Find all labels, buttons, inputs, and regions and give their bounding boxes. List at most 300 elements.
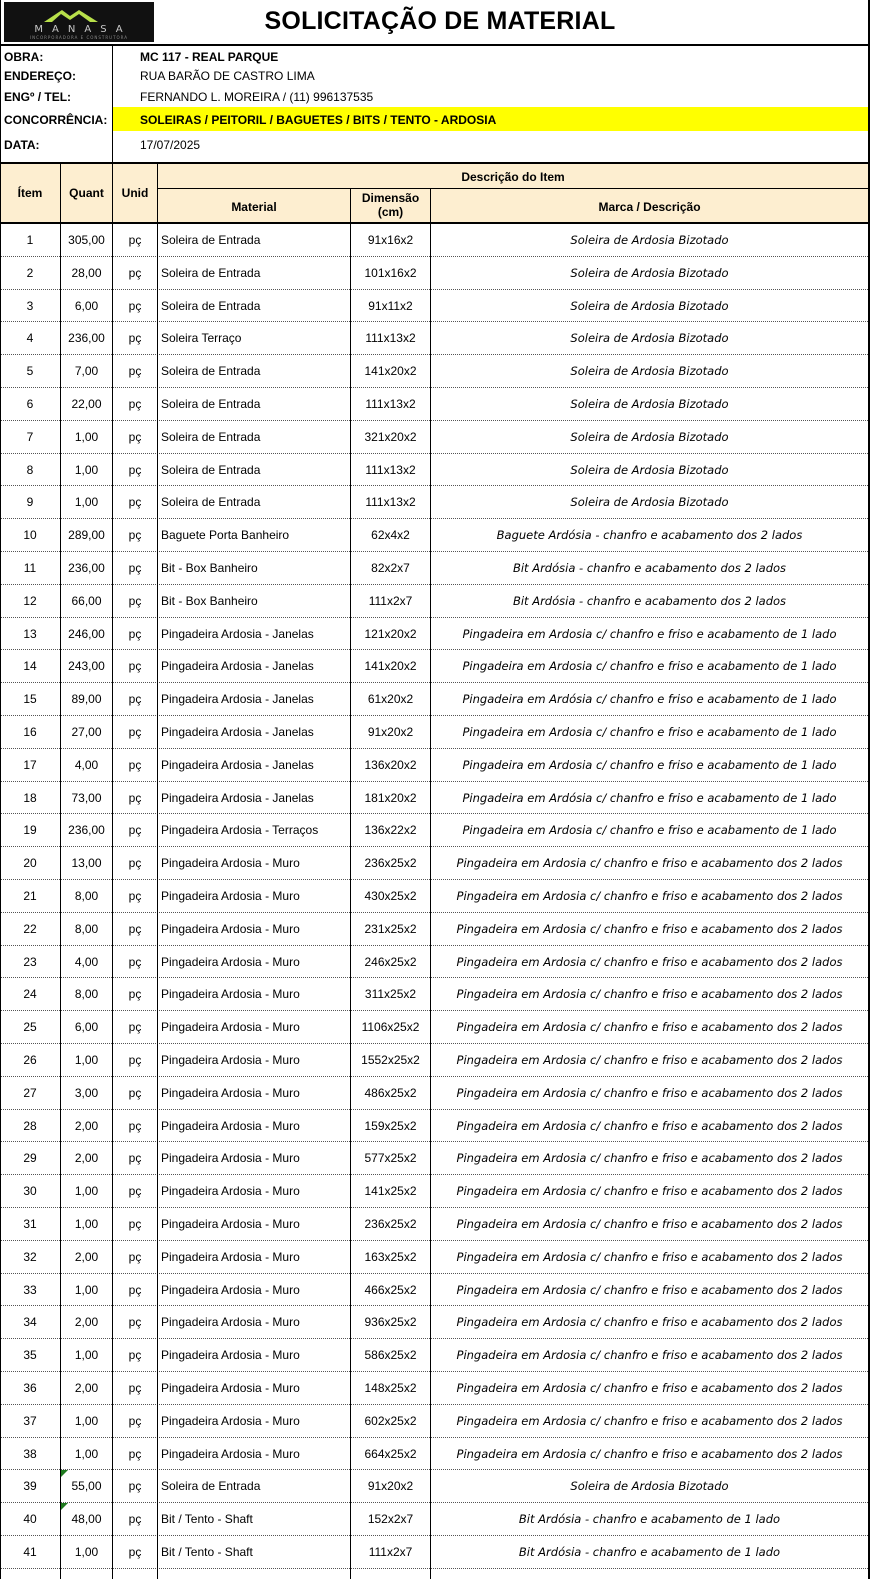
quantity-cell[interactable]: 1,00	[74, 495, 99, 510]
dimension-cell[interactable]: 91x16x2	[367, 233, 414, 247]
material-cell[interactable]: Bit - Box Banheiro	[161, 561, 258, 575]
col-marca-header[interactable]: Marca / Descrição	[598, 200, 701, 214]
material-cell[interactable]: Pingadeira Ardosia - Muro	[161, 1085, 300, 1100]
item-cell[interactable]: 1	[26, 233, 34, 247]
material-cell[interactable]: Pingadeira Ardosia - Muro	[161, 1118, 300, 1133]
col-material-header[interactable]: Material	[231, 200, 277, 214]
endereco-label: ENDEREÇO:	[4, 69, 77, 83]
table-row	[0, 1077, 870, 1110]
material-cell[interactable]: Soleira de Entrada	[161, 364, 261, 379]
unit-cell[interactable]: pç	[128, 1085, 142, 1100]
dimension-cell[interactable]: 466x25x2	[364, 1282, 417, 1297]
quantity-cell[interactable]: 8,00	[74, 987, 99, 1002]
description-cell[interactable]: Pingadeira em Ardosia c/ chanfro e friso e acabamento dos 2 lados	[456, 1249, 843, 1264]
description-cell[interactable]: Pingadeira em Ardosia c/ chanfro e friso e acabamento dos 2 lados	[456, 889, 843, 903]
unit-cell[interactable]: pç	[128, 561, 142, 575]
info-row-eng	[0, 86, 870, 108]
cell-comment-indicator-icon	[61, 1503, 68, 1510]
unit-cell[interactable]: pç	[128, 1512, 142, 1527]
item-cell[interactable]: 23	[23, 954, 37, 969]
dimension-cell[interactable]: 586x25x2	[364, 1348, 417, 1363]
quantity-cell[interactable]: 305,00	[68, 233, 105, 247]
dimension-cell[interactable]: 602x25x2	[364, 1413, 417, 1428]
header-divider	[112, 164, 113, 222]
material-cell[interactable]: Bit / Tento - Shaft	[161, 1512, 253, 1527]
dimension-cell[interactable]: 62x4x2	[371, 528, 410, 543]
item-cell[interactable]: 31	[23, 1217, 37, 1231]
dimension-cell[interactable]: 1552x25x2	[361, 1053, 420, 1067]
material-cell[interactable]: Bit - Box Banheiro	[161, 593, 258, 608]
quantity-cell[interactable]: 48,00	[71, 1512, 102, 1527]
quantity-cell[interactable]: 1,00	[74, 429, 99, 444]
unit-cell[interactable]: pç	[128, 626, 142, 641]
info-row-concorrencia	[0, 107, 870, 131]
item-cell[interactable]: 8	[26, 462, 34, 477]
material-cell[interactable]: Pingadeira Ardosia - Terraços	[161, 823, 319, 838]
unit-cell[interactable]: pç	[128, 1053, 142, 1067]
dimension-cell[interactable]: 246x25x2	[364, 954, 417, 969]
unit-cell[interactable]: pç	[128, 1545, 142, 1559]
col-quant-header[interactable]: Quant	[69, 186, 104, 200]
description-cell[interactable]: Pingadeira em Ardosia c/ chanfro e friso e acabamento dos 2 lados	[456, 921, 843, 936]
material-cell[interactable]: Bit / Tento - Shaft	[161, 1545, 253, 1559]
description-cell[interactable]: Pingadeira em Ardosia c/ chanfro e friso e acabamento dos 2 lados	[456, 1020, 843, 1035]
sheet-border-right	[868, 0, 870, 1579]
description-cell[interactable]: Soleira de Ardosia Bizotado	[570, 233, 729, 247]
unit-cell[interactable]: pç	[128, 790, 142, 805]
table-row	[0, 1011, 870, 1044]
item-cell[interactable]: 19	[23, 823, 37, 838]
description-cell[interactable]: Pingadeira em Ardosia c/ chanfro e friso e acabamento dos 2 lados	[456, 1184, 843, 1199]
description-cell[interactable]: Pingadeira em Ardosia c/ chanfro e friso e acabamento de 1 lado	[462, 626, 837, 641]
quantity-cell[interactable]: 6,00	[74, 298, 99, 313]
description-cell[interactable]: Soleira de Ardosia Bizotado	[570, 495, 729, 510]
description-cell[interactable]: Pingadeira em Ardosia c/ chanfro e friso e acabamento dos 2 lados	[456, 1315, 843, 1330]
material-cell[interactable]: Soleira de Entrada	[161, 1479, 261, 1494]
unit-cell[interactable]: pç	[128, 1151, 142, 1166]
material-cell[interactable]: Pingadeira Ardosia - Muro	[161, 889, 300, 903]
description-cell[interactable]: Pingadeira em Ardosia c/ chanfro e friso e acabamento dos 2 lados	[456, 1446, 843, 1461]
description-cell[interactable]: Soleira de Ardosia Bizotado	[570, 429, 729, 444]
quantity-cell[interactable]: 66,00	[71, 593, 102, 608]
material-cell[interactable]: Pingadeira Ardosia - Janelas	[161, 659, 314, 674]
item-cell[interactable]: 25	[23, 1020, 37, 1035]
table-row	[0, 224, 870, 257]
material-cell[interactable]: Soleira de Entrada	[161, 265, 261, 280]
item-cell[interactable]: 33	[23, 1282, 37, 1297]
dimension-cell[interactable]: 311x25x2	[364, 987, 417, 1002]
description-cell[interactable]: Pingadeira em Ardosia c/ chanfro e friso e acabamento dos 2 lados	[456, 1085, 843, 1100]
material-cell[interactable]: Pingadeira Ardosia - Muro	[161, 1446, 300, 1461]
item-cell[interactable]: 17	[23, 757, 37, 772]
material-cell[interactable]: Pingadeira Ardosia - Muro	[161, 1413, 300, 1428]
quantity-cell[interactable]: 1,00	[74, 1446, 99, 1461]
description-cell[interactable]: Pingadeira em Ardosia c/ chanfro e friso e acabamento dos 2 lados	[456, 987, 843, 1002]
description-cell[interactable]: Soleira de Ardosia Bizotado	[570, 298, 729, 313]
dimension-cell[interactable]: 91x11x2	[368, 298, 413, 313]
item-cell[interactable]: 24	[23, 987, 37, 1002]
eng-label: ENGº / TEL:	[4, 90, 72, 104]
description-cell[interactable]: Pingadeira em Ardosia c/ chanfro e friso e acabamento dos 2 lados	[456, 1053, 843, 1067]
description-cell[interactable]: Pingadeira em Ardosia c/ chanfro e friso e acabamento de 1 lado	[462, 725, 837, 739]
item-cell[interactable]: 7	[26, 429, 34, 444]
item-cell[interactable]: 39	[23, 1479, 37, 1494]
material-cell[interactable]: Soleira de Entrada	[161, 298, 261, 313]
dimension-cell[interactable]: 577x25x2	[364, 1151, 417, 1166]
description-cell[interactable]: Pingadeira em Ardósia c/ chanfro e friso e acabamento de 1 lado	[462, 790, 837, 805]
description-cell[interactable]: Pingadeira em Ardosia c/ chanfro e friso e acabamento dos 2 lados	[456, 1118, 843, 1133]
data-value[interactable]: 17/07/2025	[140, 138, 201, 152]
table-header	[0, 164, 870, 224]
quantity-cell[interactable]: 4,00	[74, 954, 99, 969]
quantity-cell[interactable]: 73,00	[71, 790, 102, 805]
quantity-cell[interactable]: 3,00	[74, 1085, 99, 1100]
item-cell[interactable]: 40	[23, 1512, 37, 1527]
dimension-cell[interactable]: 111x13x2	[365, 331, 416, 346]
material-cell[interactable]: Soleira de Entrada	[161, 495, 261, 510]
unit-cell[interactable]: pç	[128, 1249, 142, 1264]
table-row	[0, 454, 870, 487]
description-cell[interactable]: Pingadeira em Ardosia c/ chanfro e friso e acabamento de 1 lado	[462, 823, 837, 838]
obra-label: OBRA:	[4, 50, 44, 64]
dimension-cell[interactable]: 61x20x2	[367, 692, 414, 707]
dimension-cell[interactable]: 136x22x2	[364, 823, 417, 838]
item-cell[interactable]: 34	[23, 1315, 37, 1330]
unit-cell[interactable]: pç	[128, 593, 142, 608]
unit-cell[interactable]: pç	[128, 921, 142, 936]
table-row	[0, 1306, 870, 1339]
quantity-cell[interactable]: 246,00	[68, 626, 105, 641]
description-cell[interactable]: Baguete Ardósia - chanfro e acabamento dos 2 lados	[496, 528, 803, 543]
description-cell[interactable]: Soleira de Ardosia Bizotado	[570, 1479, 729, 1494]
description-cell[interactable]: Pingadeira em Ardosia c/ chanfro e friso e acabamento dos 2 lados	[456, 1348, 843, 1363]
unit-cell[interactable]: pç	[128, 1413, 142, 1428]
item-cell[interactable]: 10	[23, 528, 37, 543]
table-row	[0, 782, 870, 815]
material-cell[interactable]: Pingadeira Ardosia - Muro	[161, 1151, 300, 1166]
dimension-cell[interactable]: 664x25x2	[364, 1446, 417, 1461]
dimension-cell[interactable]: 101x16x2	[364, 265, 417, 280]
quantity-cell[interactable]: 89,00	[71, 692, 102, 707]
unit-cell[interactable]: pç	[128, 889, 142, 903]
material-cell[interactable]: Pingadeira Ardosia - Muro	[161, 1053, 300, 1067]
dimension-cell[interactable]: 486x25x2	[364, 1085, 417, 1100]
unit-cell[interactable]: pç	[128, 1217, 142, 1231]
dimension-cell[interactable]: 91x20x2	[367, 725, 414, 739]
unit-cell[interactable]: pç	[128, 364, 142, 379]
unit-cell[interactable]: pç	[128, 429, 142, 444]
dimension-cell[interactable]: 111x13x2	[365, 495, 416, 510]
description-cell[interactable]: Pingadeira em Ardósia c/ chanfro e friso e acabamento de 1 lado	[462, 692, 837, 707]
description-cell[interactable]: Soleira de Ardosia Bizotado	[570, 331, 729, 346]
eng-value[interactable]: FERNANDO L. MOREIRA / (11) 996137535	[140, 90, 374, 104]
table-row	[0, 585, 870, 618]
material-cell[interactable]: Pingadeira Ardosia - Muro	[161, 1282, 300, 1297]
unit-cell[interactable]: pç	[128, 1118, 142, 1133]
dimension-cell[interactable]: 936x25x2	[364, 1315, 417, 1330]
material-cell[interactable]: Pingadeira Ardosia - Janelas	[161, 725, 314, 739]
description-cell[interactable]: Soleira de Ardosia Bizotado	[570, 397, 729, 411]
item-cell[interactable]: 32	[23, 1249, 37, 1264]
item-cell[interactable]: 20	[23, 856, 37, 871]
unit-cell[interactable]: pç	[128, 1446, 142, 1461]
material-cell[interactable]: Pingadeira Ardosia - Muro	[161, 1217, 300, 1231]
quantity-cell[interactable]: 1,00	[74, 462, 99, 477]
material-cell[interactable]: Soleira de Entrada	[161, 397, 261, 411]
table-row	[0, 814, 870, 847]
dimension-cell[interactable]: 141x20x2	[364, 659, 417, 674]
dimension-cell[interactable]: 111x13x2	[365, 397, 416, 411]
quantity-cell[interactable]: 7,00	[74, 364, 99, 379]
dimension-cell[interactable]: 430x25x2	[364, 889, 417, 903]
item-cell[interactable]: 35	[23, 1348, 37, 1363]
description-cell[interactable]: Pingadeira em Ardosia c/ chanfro e friso e acabamento de 1 lado	[462, 757, 837, 772]
unit-cell[interactable]: pç	[128, 1381, 142, 1395]
dimension-cell[interactable]: 141x20x2	[364, 364, 417, 379]
dimension-cell[interactable]: 136x20x2	[364, 757, 417, 772]
unit-cell[interactable]: pç	[128, 1184, 142, 1199]
material-cell[interactable]: Pingadeira Ardosia - Muro	[161, 856, 300, 871]
item-cell[interactable]: 36	[23, 1381, 37, 1395]
item-cell[interactable]: 28	[23, 1118, 37, 1133]
quantity-cell[interactable]: 236,00	[68, 823, 105, 838]
quantity-cell[interactable]: 13,00	[71, 856, 102, 871]
quantity-cell[interactable]: 2,00	[74, 1118, 99, 1133]
unit-cell[interactable]: pç	[128, 397, 142, 411]
dimension-cell[interactable]: 148x25x2	[364, 1381, 417, 1395]
dimensao-label: Dimensão	[361, 191, 420, 205]
item-cell[interactable]: 6	[26, 397, 34, 411]
quantity-cell[interactable]: 1,00	[74, 1282, 99, 1297]
description-cell[interactable]: Pingadeira em Ardosia c/ chanfro e friso e acabamento dos 2 lados	[456, 1282, 843, 1297]
item-cell[interactable]: 29	[23, 1151, 37, 1166]
item-cell[interactable]: 15	[23, 692, 37, 707]
unit-cell[interactable]: pç	[128, 265, 142, 280]
table-row	[0, 257, 870, 290]
item-cell[interactable]: 38	[23, 1446, 37, 1461]
sheet-border-left	[0, 0, 1, 1579]
header-group-divider	[158, 188, 868, 189]
quantity-cell[interactable]: 2,00	[74, 1249, 99, 1264]
item-cell[interactable]: 27	[23, 1085, 37, 1100]
table-row	[0, 716, 870, 749]
item-cell[interactable]: 26	[23, 1053, 37, 1067]
table-row	[0, 1175, 870, 1208]
material-cell[interactable]: Baguete Porta Banheiro	[161, 528, 290, 543]
dimension-cell[interactable]: 159x25x2	[364, 1118, 417, 1133]
table-row	[0, 1044, 870, 1077]
quantity-cell[interactable]: 236,00	[68, 561, 105, 575]
item-cell[interactable]: 30	[23, 1184, 37, 1199]
quantity-cell[interactable]: 2,00	[74, 1315, 99, 1330]
material-cell[interactable]: Pingadeira Ardosia - Muro	[161, 1184, 300, 1199]
table-row	[0, 355, 870, 388]
column-divider	[112, 224, 113, 1579]
material-cell[interactable]: Pingadeira Ardosia - Janelas	[161, 757, 314, 772]
unit-cell[interactable]: pç	[128, 1315, 142, 1330]
col-item-header[interactable]: Ítem	[17, 186, 43, 200]
description-cell[interactable]: Soleira de Ardosia Bizotado	[570, 462, 729, 477]
item-cell[interactable]: 13	[23, 626, 37, 641]
quantity-cell[interactable]: 27,00	[71, 725, 102, 739]
quantity-cell[interactable]: 8,00	[74, 921, 99, 936]
item-cell[interactable]: 4	[26, 331, 34, 346]
dimension-cell[interactable]: 163x25x2	[364, 1249, 417, 1264]
unit-cell[interactable]: pç	[128, 725, 142, 739]
unit-cell[interactable]: pç	[128, 331, 142, 346]
col-dimensao-header[interactable]	[351, 191, 430, 219]
dimension-cell[interactable]: 111x2x7	[368, 593, 413, 608]
dimension-cell[interactable]: 321x20x2	[364, 429, 417, 444]
table-row	[0, 322, 870, 355]
dimension-cell[interactable]: 111x2x7	[368, 1545, 413, 1559]
table-row	[0, 1241, 870, 1274]
dimensao-unit: (cm)	[377, 205, 404, 219]
quantity-cell[interactable]: 1,00	[74, 1053, 99, 1067]
description-cell[interactable]: Bit Ardósia - chanfro e acabamento de 1 lado	[518, 1512, 781, 1527]
quantity-cell[interactable]: 28,00	[71, 265, 102, 280]
table-row	[0, 486, 870, 519]
table-row	[0, 978, 870, 1011]
item-cell[interactable]: 22	[23, 921, 37, 936]
quantity-cell[interactable]: 1,00	[74, 1217, 99, 1231]
dimension-cell[interactable]: 181x20x2	[364, 790, 417, 805]
column-divider	[60, 224, 61, 1579]
page-title: SOLICITAÇÃO DE MATERIAL	[264, 7, 616, 35]
material-cell[interactable]: Soleira Terraço	[161, 331, 242, 346]
table-row	[0, 1536, 870, 1569]
material-cell[interactable]: Pingadeira Ardosia - Muro	[161, 921, 300, 936]
material-cell[interactable]: Pingadeira Ardosia - Muro	[161, 954, 300, 969]
quantity-cell[interactable]: 243,00	[68, 659, 105, 674]
unit-cell[interactable]: pç	[128, 954, 142, 969]
unit-cell[interactable]: pç	[128, 987, 142, 1002]
material-cell[interactable]: Pingadeira Ardosia - Muro	[161, 987, 300, 1002]
dimension-cell[interactable]: 1106x25x2	[361, 1020, 420, 1035]
item-cell[interactable]: 16	[23, 725, 37, 739]
table-row	[0, 618, 870, 651]
dimension-cell[interactable]: 91x20x2	[367, 1479, 414, 1494]
description-cell[interactable]: Pingadeira em Ardosia c/ chanfro e friso e acabamento dos 2 lados	[456, 1217, 843, 1231]
table-row	[0, 1208, 870, 1241]
dimension-cell[interactable]: 236x25x2	[364, 1217, 417, 1231]
unit-cell[interactable]: pç	[128, 528, 142, 543]
unit-cell[interactable]: pç	[128, 1348, 142, 1363]
material-cell[interactable]: Pingadeira Ardosia - Janelas	[161, 626, 314, 641]
material-cell[interactable]: Pingadeira Ardosia - Janelas	[161, 790, 314, 805]
concorrencia-value[interactable]: SOLEIRAS / PEITORIL / BAGUETES / BITS / TENTO - ARDOSIA	[140, 113, 497, 127]
unit-cell[interactable]: pç	[128, 1020, 142, 1035]
quantity-cell[interactable]: 8,00	[74, 889, 99, 903]
item-cell[interactable]: 11	[23, 561, 37, 575]
unit-cell[interactable]: pç	[128, 757, 142, 772]
material-cell[interactable]: Soleira de Entrada	[161, 233, 261, 247]
item-cell[interactable]: 3	[26, 298, 34, 313]
description-cell[interactable]: Pingadeira em Ardosia c/ chanfro e friso e acabamento dos 2 lados	[456, 856, 843, 871]
quantity-cell[interactable]: 289,00	[68, 528, 105, 543]
unit-cell[interactable]: pç	[128, 298, 142, 313]
dimension-cell[interactable]: 152x2x7	[367, 1512, 414, 1527]
description-cell[interactable]: Soleira de Ardosia Bizotado	[570, 265, 729, 280]
quantity-cell[interactable]: 22,00	[71, 397, 102, 411]
unit-cell[interactable]: pç	[128, 692, 142, 707]
unit-cell[interactable]: pç	[128, 659, 142, 674]
project-info	[0, 46, 870, 164]
material-cell[interactable]: Pingadeira Ardosia - Janelas	[161, 692, 314, 707]
unit-cell[interactable]: pç	[128, 233, 142, 247]
description-cell[interactable]: Bit Ardósia - chanfro e acabamento dos 2 lados	[512, 561, 787, 575]
material-cell[interactable]: Soleira de Entrada	[161, 429, 261, 444]
unit-cell[interactable]: pç	[128, 823, 142, 838]
unit-cell[interactable]: pç	[128, 1282, 142, 1297]
dimension-cell[interactable]: 231x25x2	[364, 921, 417, 936]
header-divider	[350, 188, 351, 222]
quantity-cell[interactable]: 6,00	[74, 1020, 99, 1035]
material-cell[interactable]: Soleira de Entrada	[161, 462, 261, 477]
description-cell[interactable]: Pingadeira em Ardosia c/ chanfro e friso e acabamento dos 2 lados	[456, 1381, 843, 1395]
description-cell[interactable]: Pingadeira em Ardosia c/ chanfro e friso e acabamento dos 2 lados	[456, 954, 843, 969]
quantity-cell[interactable]: 55,00	[71, 1479, 102, 1494]
dimension-cell[interactable]: 121x20x2	[364, 626, 417, 641]
material-cell[interactable]: Pingadeira Ardosia - Muro	[161, 1020, 300, 1035]
item-cell[interactable]: 12	[23, 593, 37, 608]
col-unid-header[interactable]: Unid	[121, 186, 149, 200]
item-cell[interactable]: 14	[23, 659, 37, 674]
quantity-cell[interactable]: 1,00	[74, 1184, 99, 1199]
info-divider	[112, 46, 113, 164]
material-cell[interactable]: Pingadeira Ardosia - Muro	[161, 1249, 300, 1264]
obra-value[interactable]: MC 117 - REAL PARQUE	[140, 50, 279, 64]
dimension-cell[interactable]: 111x13x2	[365, 462, 416, 477]
dimension-cell[interactable]: 141x25x2	[364, 1184, 417, 1199]
quantity-cell[interactable]: 2,00	[74, 1151, 99, 1166]
dimension-cell[interactable]: 82x2x7	[371, 561, 410, 575]
dimension-cell[interactable]: 236x25x2	[364, 856, 417, 871]
item-cell[interactable]: 37	[23, 1413, 37, 1428]
item-cell[interactable]: 21	[23, 889, 37, 903]
description-cell[interactable]: Bit Ardósia - chanfro e acabamento dos 2 lados	[512, 593, 787, 608]
description-cell[interactable]: Soleira de Ardosia Bizotado	[570, 364, 729, 379]
description-cell[interactable]: Pingadeira em Ardosia c/ chanfro e friso e acabamento dos 2 lados	[456, 1151, 843, 1166]
item-cell[interactable]: 41	[23, 1545, 37, 1559]
column-divider	[157, 224, 158, 1579]
item-cell[interactable]: 18	[23, 790, 37, 805]
unit-cell[interactable]: pç	[128, 495, 142, 510]
item-cell[interactable]: 5	[26, 364, 34, 379]
quantity-cell[interactable]: 236,00	[68, 331, 105, 346]
quantity-cell[interactable]: 2,00	[74, 1381, 99, 1395]
quantity-cell[interactable]: 1,00	[74, 1413, 99, 1428]
unit-cell[interactable]: pç	[128, 1479, 142, 1494]
quantity-cell[interactable]: 1,00	[74, 1545, 99, 1559]
table-row	[0, 683, 870, 716]
quantity-cell[interactable]: 4,00	[74, 757, 99, 772]
item-cell[interactable]: 2	[26, 265, 34, 280]
item-cell[interactable]: 9	[26, 495, 34, 510]
unit-cell[interactable]: pç	[128, 462, 142, 477]
description-cell[interactable]: Pingadeira em Ardosia c/ chanfro e friso e acabamento de 1 lado	[462, 659, 837, 674]
description-cell[interactable]: Bit Ardósia - chanfro e acabamento de 1 lado	[518, 1545, 781, 1559]
quantity-cell[interactable]: 1,00	[74, 1348, 99, 1363]
material-cell[interactable]: Pingadeira Ardosia - Muro	[161, 1315, 300, 1330]
endereco-value[interactable]: RUA BARÃO DE CASTRO LIMA	[140, 69, 315, 83]
material-cell[interactable]: Pingadeira Ardosia - Muro	[161, 1381, 300, 1395]
description-cell[interactable]: Pingadeira em Ardosia c/ chanfro e friso e acabamento dos 2 lados	[456, 1413, 843, 1428]
table-row	[0, 1503, 870, 1536]
unit-cell[interactable]: pç	[128, 856, 142, 871]
material-cell[interactable]: Pingadeira Ardosia - Muro	[161, 1348, 300, 1363]
table-row	[0, 749, 870, 782]
